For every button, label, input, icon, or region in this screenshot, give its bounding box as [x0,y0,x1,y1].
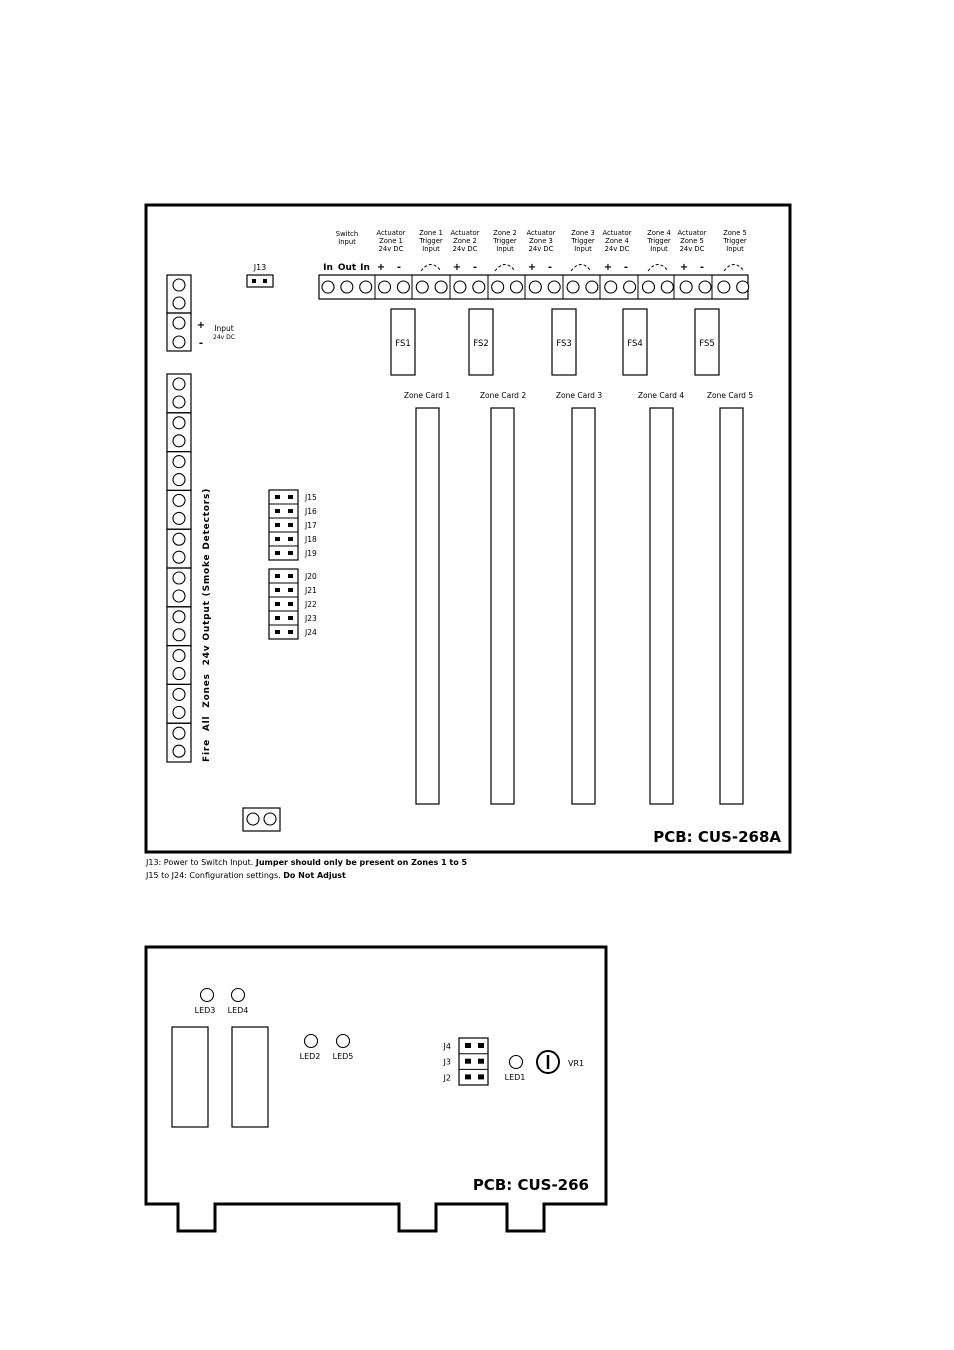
switch-pin-label: In [323,263,333,273]
jumper-pin [288,551,293,555]
trigger-jumper-symbol [421,265,441,272]
jumper-label: J21 [305,586,317,595]
zone-card-slots [404,391,753,804]
top-group-label: Zone 3 [529,237,553,245]
terminal-screw [492,281,504,293]
polarity-plus: + [376,262,386,273]
jumper-block-frame [269,569,298,639]
terminal-screw [454,281,466,293]
jumper-pin [465,1074,471,1079]
top-group-label: Trigger [493,237,517,245]
vr1-label: VR1 [568,1059,585,1068]
polarity-plus: + [603,262,613,273]
terminal-screw [173,551,185,563]
input-voltage-label: 24v DC [213,334,235,341]
led-icon [201,989,214,1002]
top-group-label: Zone 4 [647,229,671,237]
top-group-label: Zone 5 [723,229,747,237]
led-icon [232,989,245,1002]
zone-card-slot [650,408,673,804]
fuse-label: FS4 [627,339,643,349]
j13-jumper [247,275,273,287]
terminal-screw [586,281,598,293]
polarity-minus: - [472,262,478,273]
board2-pcb-label: PCB: CUS-266 [472,1176,589,1194]
top-group-label: Actuator [677,229,707,237]
board2-jumper-block [443,1038,488,1085]
top-group-label: Trigger [571,237,595,245]
board1-notes [146,856,467,882]
terminal-screw [341,281,353,293]
jumper-pin [288,616,293,620]
terminal-screw [173,512,185,524]
jumper-pin [275,616,280,620]
jumper-pin [288,523,293,527]
terminal-screw [718,281,730,293]
note-j15-j24: J15 to J24: Configuration settings. Do Not Adjust [146,871,346,880]
terminal-screw [699,281,711,293]
top-group-label: Trigger [419,237,443,245]
jumper-label: J20 [305,572,317,581]
terminal-screw [173,378,185,390]
jumper-pin [275,495,280,499]
note-j13: J13: Power to Switch Input. Jumper should only be present on Zones 1 to 5 [146,858,468,867]
fuse-label: FS1 [395,339,411,349]
top-group-label: Input [574,245,592,253]
terminal-screw [173,494,185,506]
top-group-label: Input [726,245,744,253]
jumper-label: J3 [443,1057,451,1067]
jumper-label: J18 [305,535,317,544]
jumper-pin [288,509,293,513]
led-icon [305,1035,318,1048]
top-group-label: 24v DC [378,245,404,253]
zone-card-slot [416,408,439,804]
polarity-plus: + [527,262,537,273]
top-group-label: Actuator [602,229,632,237]
jumper-pin [275,574,280,578]
terminal-screw [173,396,185,408]
top-group-label: Zone 2 [493,229,517,237]
terminal-screw [173,572,185,584]
top-terminal-labels [323,229,747,273]
zone-card-slot [491,408,514,804]
jumper-label: J2 [443,1073,451,1083]
jumper-label: J15 [305,493,317,502]
board2-leds [195,989,526,1083]
terminal-screw [173,650,185,662]
relay-left [172,1027,208,1127]
polarity-minus: - [623,262,629,273]
j13-label: J13 [253,263,267,272]
terminal-screw [397,281,409,293]
jumper-pin [288,495,293,499]
led-label: LED2 [299,1052,321,1061]
jumper-label: J23 [305,614,317,623]
jumper-pin [288,588,293,592]
terminal-screw [548,281,560,293]
jumper-label: J4 [443,1042,451,1051]
zone-card-label: Zone Card 5 [706,391,754,400]
terminal-screw [173,668,185,680]
led-label: LED3 [194,1006,216,1015]
zone-card-slot [720,408,743,804]
terminal-screw [173,590,185,602]
zone-card-label: Zone Card 4 [637,391,685,400]
top-group-label: 24v DC [679,245,705,253]
terminal-screw [642,281,654,293]
terminal-screw [173,456,185,468]
jumper-pin [275,509,280,513]
switch-pin-label: Out [337,263,357,273]
top-group-label: Actuator [526,229,556,237]
terminal-screw [661,281,673,293]
jumper-label: J16 [305,507,317,516]
led-label: LED5 [332,1052,354,1061]
smoke-detector-side-label: Fire All Zones 24v Output (Smoke Detectors) [202,487,212,762]
zone-card-label: Zone Card 3 [555,391,603,400]
jumper-pin [275,588,280,592]
top-group-label: 24v DC [452,245,478,253]
terminal-screw [529,281,541,293]
trigger-jumper-symbol [648,265,668,272]
jumper-pin [465,1059,471,1064]
input-plus-sign: + [196,320,206,331]
terminal-screw [416,281,428,293]
switch-pin-label: In [360,263,370,273]
fuse-holders [391,309,719,375]
led-icon [510,1056,523,1069]
terminal-screw [173,688,185,700]
terminal-screw [173,474,185,486]
top-group-label: Input [650,245,668,253]
terminal-screw [173,611,185,623]
terminal-screw [624,281,636,293]
terminal-screw [737,281,749,293]
top-group-label: Actuator [376,229,406,237]
relay-right [232,1027,268,1127]
terminal-screw [173,417,185,429]
jumper-pin [288,574,293,578]
fuse-label: FS5 [699,339,715,349]
polarity-plus: + [679,262,689,273]
terminal-screw [322,281,334,293]
top-group-label: Zone 1 [379,237,403,245]
led-icon [337,1035,350,1048]
top-group-label: Zone 1 [419,229,443,237]
input-power-connector [167,275,191,351]
input-minus-sign: - [198,338,204,349]
terminal-screw [173,706,185,718]
jumper-pin [275,551,280,555]
top-group-label: Input [422,245,440,253]
board1-pcb-label: PCB: CUS-268A [653,828,781,846]
smoke-detector-terminal-block [167,374,191,762]
top-group-label: Input [338,238,356,246]
trigger-jumper-symbol [571,265,591,272]
jumper-label: J17 [305,521,317,530]
jumper-label: J24 [305,628,317,637]
top-group-label: Input [496,245,514,253]
terminal-screw [511,281,523,293]
jumper-label: J22 [305,600,317,609]
terminal-screw [379,281,391,293]
terminal-screw [435,281,447,293]
jumper-pin [275,602,280,606]
terminal-screw [360,281,372,293]
top-group-label: Trigger [647,237,671,245]
fuse-label: FS3 [556,339,572,349]
terminal-screw [173,745,185,757]
jumper-pin [288,537,293,541]
jumper-pin [288,602,293,606]
top-group-label: Zone 5 [680,237,704,245]
terminal-screw [680,281,692,293]
terminal-screw [173,629,185,641]
jumper-pin [478,1059,484,1064]
polarity-minus: - [547,262,553,273]
board-cus268a-outline [146,205,790,852]
trigger-jumper-symbol [724,265,744,272]
terminal-screw [173,435,185,447]
terminal-screw [473,281,485,293]
top-terminal-screws [322,275,749,299]
jumper-block-frame [269,490,298,560]
jumper-label: J19 [305,549,317,558]
polarity-minus: - [396,262,402,273]
input-label: Input [214,324,234,333]
terminal-screw [605,281,617,293]
terminal-screw [567,281,579,293]
top-group-label: Actuator [450,229,480,237]
fuse-label: FS2 [473,339,489,349]
jumper-pin [288,630,293,634]
terminal-screw [173,727,185,739]
trigger-jumper-symbol [495,265,515,272]
terminal-screw [173,533,185,545]
top-group-label: Zone 3 [571,229,595,237]
top-group-label: Zone 2 [453,237,477,245]
jumper-pin [275,630,280,634]
top-group-label: Switch [335,230,359,238]
zone-card-slot [572,408,595,804]
polarity-minus: - [699,262,705,273]
top-group-label: 24v DC [604,245,630,253]
jumper-pin [478,1074,484,1079]
jumper-pin [465,1043,471,1048]
zone-card-label: Zone Card 1 [403,391,451,400]
config-jumper-block [269,490,317,639]
jumper-pin [275,523,280,527]
top-group-label: Trigger [723,237,747,245]
top-group-label: 24v DC [528,245,554,253]
jumper-pin [478,1043,484,1048]
polarity-plus: + [452,262,462,273]
jumper-pin [275,537,280,541]
led-label: LED1 [504,1073,526,1082]
zone-card-label: Zone Card 2 [479,391,527,400]
led-label: LED4 [227,1006,249,1015]
top-group-label: Zone 4 [605,237,629,245]
